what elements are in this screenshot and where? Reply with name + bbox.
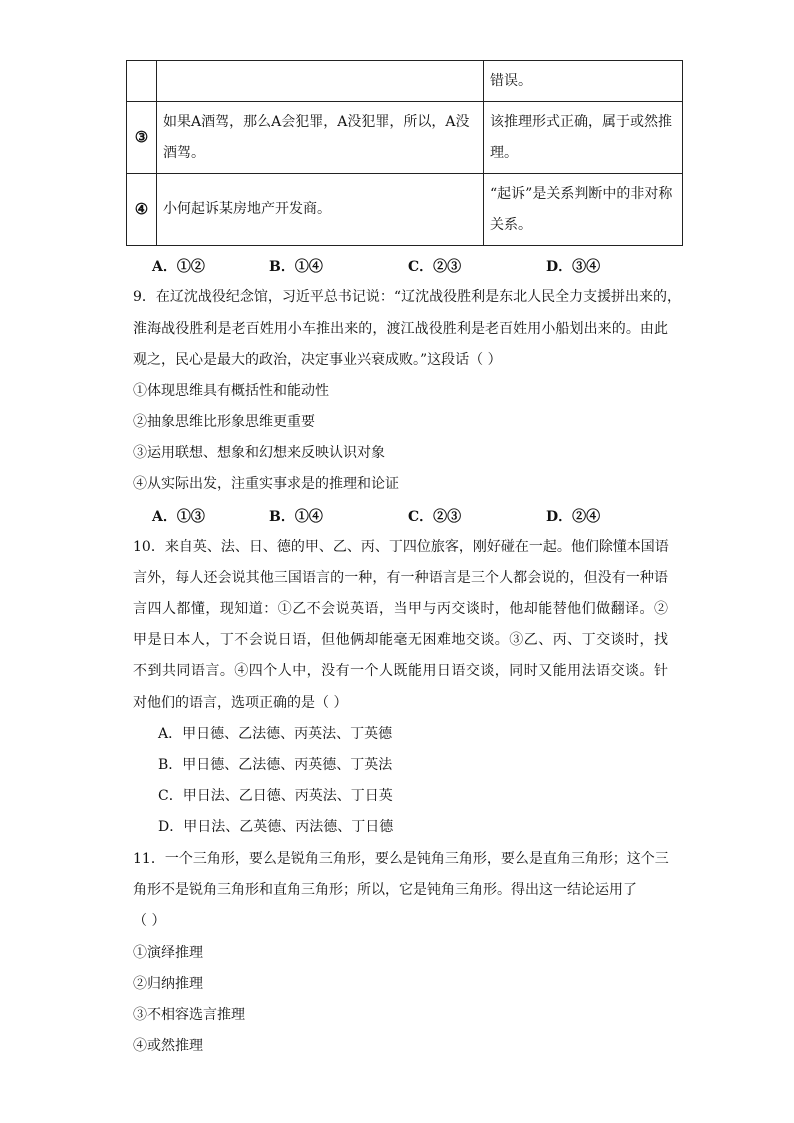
option-d[interactable]: D．②④ [546, 509, 601, 525]
question-9-stem-line: 观之，民心是最大的政治，决定事业兴衰成败。”这段话（ ） [133, 352, 502, 368]
analysis-text: “起诉”是关系判断中的非对称关系。 [490, 185, 673, 233]
question-10-option-b[interactable]: B．甲日德、乙法德、丙英德、丁英法 [158, 757, 393, 773]
question-10-option-a[interactable]: A．甲日德、乙法德、丙英法、丁英德 [158, 726, 393, 742]
option-d[interactable]: D．③④ [546, 259, 601, 275]
question-8-options [152, 256, 672, 278]
statement-cell [157, 174, 484, 246]
analysis-cell [484, 102, 683, 174]
question-11-statement: ②归纳推理 [133, 976, 203, 992]
statement-cell [157, 61, 484, 102]
question-10-option-c[interactable]: C．甲日法、乙日德、丙英法、丁日英 [158, 788, 393, 804]
question-10-stem-line: 不到共同语言。④四个人中，没有一个人既能用日语交谈，同时又能用法语交谈。针 [133, 663, 668, 679]
question-11-statement: ④或然推理 [133, 1038, 203, 1054]
analysis-cell [484, 174, 683, 246]
question-10-stem-line: 甲是日本人，丁不会说日语，但他俩却能毫无困难地交谈。③乙、丙、丁交谈时，找 [133, 632, 668, 648]
row-number: ④ [127, 174, 157, 246]
question-10-stem-line: 对他们的语言，选项正确的是（ ） [133, 695, 348, 711]
row-number [127, 61, 157, 102]
question-10-stem-line: 言外，每人还会说其他三国语言的一种，有一种语言是三个人都会说的，但没有一种语 [133, 570, 668, 586]
question-9-stem-line: 淮海战役胜利是老百姓用小车推出来的，渡江战役胜利是老百姓用小船划出来的。由此 [133, 321, 668, 337]
option-c[interactable]: C．②③ [408, 259, 462, 275]
analysis-text: 该推理形式正确，属于或然推理。 [490, 113, 672, 161]
analysis-cell [484, 61, 683, 102]
option-b[interactable]: B．①④ [269, 259, 323, 275]
option-a[interactable]: A．①② [152, 259, 205, 275]
question-11-stem-line: （ ） [133, 913, 166, 929]
table-row [127, 174, 683, 246]
question-9-stem-line: 9．在辽沈战役纪念馆，习近平总书记说：“辽沈战役胜利是东北人民全力支援拼出来的， [133, 289, 682, 305]
option-b[interactable]: B．①④ [269, 509, 323, 525]
question-10-stem-line: 言四人都懂，现知道：①乙不会说英语，当甲与丙交谈时，他却能替他们做翻译。② [133, 601, 668, 617]
option-a[interactable]: A．①③ [152, 509, 205, 525]
question-9-statement: ①体现思维具有概括性和能动性 [133, 383, 329, 399]
option-c[interactable]: C．②③ [408, 509, 462, 525]
question-10-option-d[interactable]: D．甲日法、乙英德、丙法德、丁日德 [158, 819, 394, 835]
table-row [127, 61, 683, 102]
statement-text: 如果A酒驾，那么A会犯罪，A没犯罪，所以，A没酒驾。 [163, 113, 470, 161]
question-9-statement: ④从实际出发，注重实事求是的推理和论证 [133, 476, 399, 492]
statement-text: 小何起诉某房地产开发商。 [163, 201, 331, 217]
question-11-stem-line: 角形不是锐角三角形和直角三角形；所以，它是钝角三角形。得出这一结论运用了 [133, 882, 637, 898]
question-10-stem-line: 10．来自英、法、日、德的甲、乙、丙、丁四位旅客，刚好碰在一起。他们除懂本国语 [133, 539, 669, 555]
question-11-stem-line: 11．一个三角形，要么是锐角三角形，要么是钝角三角形，要么是直角三角形；这个三 [133, 851, 669, 867]
question-11-statement: ③不相容选言推理 [133, 1007, 245, 1023]
row-number: ③ [127, 102, 157, 174]
table-row [127, 102, 683, 174]
question-11-statement: ①演绎推理 [133, 945, 203, 961]
analysis-text: 错误。 [490, 72, 532, 89]
question-9-statement: ③运用联想、想象和幻想来反映认识对象 [133, 445, 385, 461]
question-9-statement: ②抽象思维比形象思维更重要 [133, 414, 315, 430]
question-8-table [126, 60, 683, 246]
question-9-options [152, 506, 672, 528]
statement-cell [157, 102, 484, 174]
